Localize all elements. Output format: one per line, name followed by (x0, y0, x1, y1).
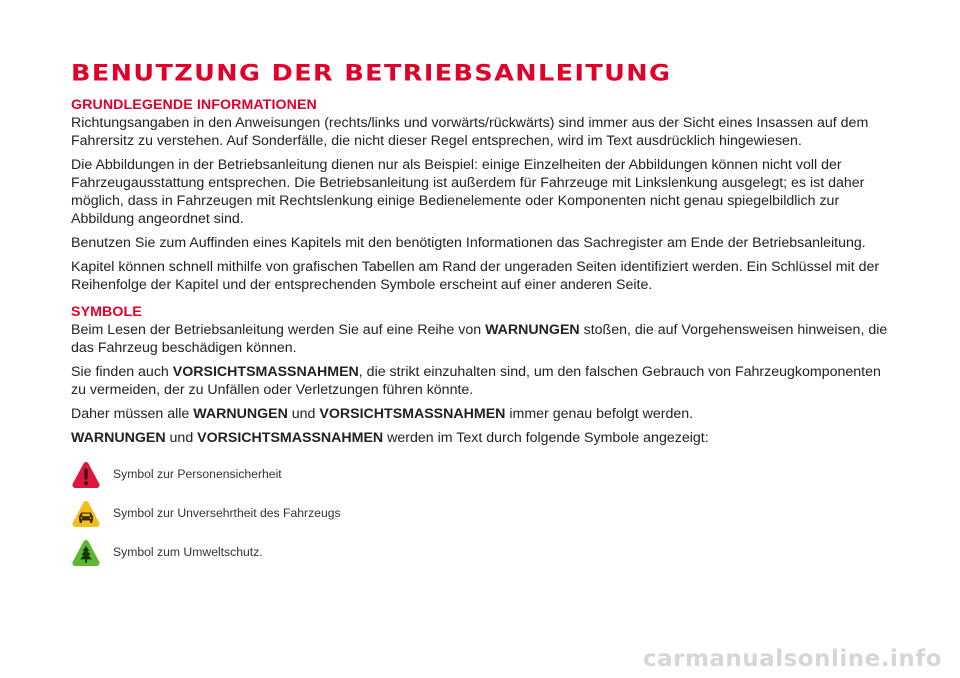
symbol-label: Symbol zur Unversehrtheit des Fahrzeugs (113, 506, 341, 520)
vehicle-integrity-warning-icon (71, 499, 101, 529)
paragraph-illustrations: Die Abbildungen in der Betriebsanleitung dienen nur als Beispiel: einige Einzelheiten der Abbildungen können nicht voll der Fahrzeugausstattung entsprechen. Die Betriebsanleitung ist außerdem für Fahrzeuge mit Linkslenkung ausgelegt; es ist daher möglich, dass in Fahrzeugen mit Rechtslenkung einige Bedienelemente oder Komponenten nicht genau spiegelbildlich zur Abbildung angeordnet sind. (71, 157, 865, 227)
symbol-label: Symbol zum Umweltschutz. (113, 545, 263, 559)
paragraph-warnings: Beim Lesen der Betriebsanleitung werden Sie auf eine Reihe von WARNUNGEN stoßen, die auf Vorgehensweisen hinweisen, die das Fahrzeug beschädigen können. (71, 322, 888, 356)
symbol-row-environment (71, 538, 891, 577)
paragraph-index: Benutzen Sie zum Auffinden eines Kapitels mit den benötigten Informationen das Sachregister am Ende der Betriebsanleitung. (71, 235, 866, 251)
page-title: BENUTZUNG DER BETRIEBSANLEITUNG (71, 60, 672, 87)
paragraph-symbol-intro: WARNUNGEN und VORSICHTSMASSNAHMEN werden im Text durch folgende Symbole angezeigt: (71, 430, 709, 446)
symbol-label: Symbol zur Personensicherheit (113, 467, 282, 481)
personal-safety-warning-icon (71, 460, 101, 490)
symbol-list (71, 460, 891, 577)
environment-protection-icon (71, 538, 101, 568)
paragraph-chapters: Kapitel können schnell mithilfe von grafischen Tabellen am Rand der ungeraden Seiten identifiziert werden. Ein Schlüssel mit der Reihenfolge der Kapitel und der entsprechenden Symbole erscheint auf einer anderen Seite. (71, 259, 880, 293)
section-heading-symbols: SYMBOLE (71, 304, 142, 320)
watermark-text: carmanualsonline.info (642, 646, 942, 672)
manual-page (71, 58, 891, 577)
symbol-row-vehicle (71, 499, 891, 538)
symbol-row-personal-safety (71, 460, 891, 499)
paragraph-follow-instructions: Daher müssen alle WARNUNGEN und VORSICHTSMASSNAHMEN immer genau befolgt werden. (71, 406, 694, 422)
section-heading-basic-info: GRUNDLEGENDE INFORMATIONEN (71, 97, 317, 113)
paragraph-precautions: Sie finden auch VORSICHTSMASSNAHMEN, die strikt einzuhalten sind, um den falschen Gebrauch von Fahrzeugkomponenten zu vermeiden, der zu Unfällen oder Verletzungen führen könnte. (71, 364, 881, 398)
paragraph-directions: Richtungsangaben in den Anweisungen (rechts/links und vorwärts/rückwärts) sind immer aus der Sicht eines Insassen auf dem Fahrersitz zu verstehen. Auf Sonderfälle, die nicht dieser Regel entsprechen, wird im Text ausdrücklich hingewiesen. (71, 115, 869, 149)
